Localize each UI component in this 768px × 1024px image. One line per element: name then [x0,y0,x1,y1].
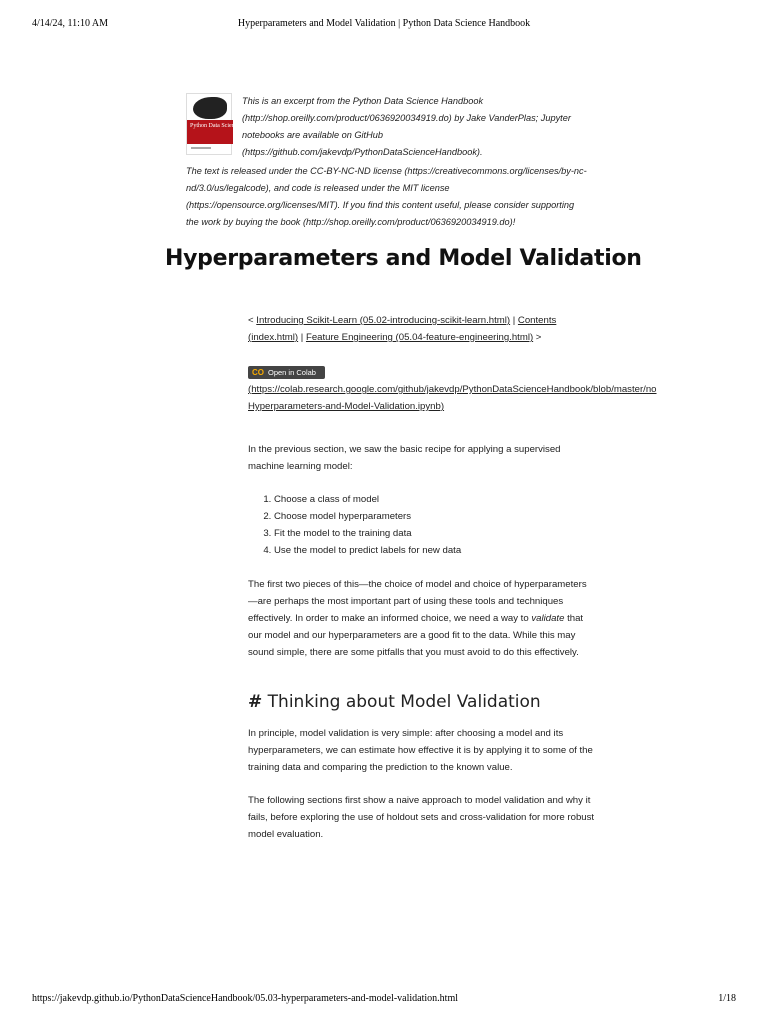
print-page-number: 1/18 [718,993,736,1004]
excerpt-intro-line[interactable]: (https://github.com/jakevdp/PythonDataScienceHandbook). [242,147,483,157]
print-page-title: Hyperparameters and Model Validation | Python Data Science Handbook [237,18,531,29]
print-url: https://jakevdp.github.io/PythonDataScienceHandbook/05.03-hyperparameters-and-model-validation.html [32,993,459,1004]
paragraph-text: The first two pieces of this—the choice of model and choice of hyperparameters —are perhaps the most important part of using these tools and techniques effectively. In order to make an informed choice, we need a way to [248,579,587,624]
list-item: 2. Choose model hyperparameters [274,508,678,525]
colab-link-block [248,364,678,415]
nav-open-bracket: < [248,315,257,326]
nav-contents-link-url[interactable]: (index.html) [248,332,299,343]
nav-separator: | [510,315,518,326]
license-line: The text is released under the CC-BY-NC-ND license (https://creativecommons.org/licenses/by-nc- [186,166,587,176]
book-cover-band [187,120,267,144]
list-item: 4. Use the model to predict labels for new data [274,542,678,559]
colab-button-label: Open in Colab [268,367,316,377]
book-cover-footer-line [191,147,211,149]
section-heading-text: Thinking about Model Validation [267,692,541,712]
page-title: Hyperparameters and Model Validation [165,246,642,271]
naive-approach-paragraph: The following sections first show a naive approach to model validation and why it fails, before exploring the use of holdout sets and cross-validation for more robust model evaluation. [248,795,595,840]
anchor-hash-link[interactable]: # [248,692,263,712]
section-heading [248,691,678,713]
book-cover-title: Python Data Science Handbook [190,123,267,129]
paragraph-text: that our model and our hyperparameters are a good fit to the data. While this may sound simple, there are some pitfalls that you must avoid to do this effectively. [248,613,584,658]
validate-emphasis: validate [531,613,565,624]
nav-close-bracket: > [533,332,542,343]
model-choice-paragraph [248,576,598,661]
license-line: nd/3.0/us/legalcode), and code is released under the MIT license [186,183,450,193]
book-cover-image [186,93,267,155]
nav-separator: | [298,332,306,343]
excerpt-intro-line: This is an excerpt from the Python Data Science Handbook [242,96,484,106]
excerpt-intro-line: notebooks are available on GitHub [242,130,383,140]
colab-logo-icon: CO [252,367,264,377]
article-body [248,312,678,859]
nav-next-link[interactable]: Feature Engineering (05.04-feature-engineering.html) [305,332,534,343]
chapter-navigation [248,312,678,346]
colab-url-link-continued[interactable]: Hyperparameters-and-Model-Validation.ipynb) [248,401,445,412]
validation-principle-paragraph: In principle, model validation is very simple: after choosing a model and its hyperparameters, we can estimate how effective it is by applying it to some of the training data and comparing the prediction to the known value. [248,728,593,773]
nav-contents-link[interactable]: Contents [517,315,557,326]
license-line: the work by buying the book (http://shop.oreilly.com/product/0636920034919.do)! [186,217,516,227]
open-in-colab-button[interactable] [248,366,325,379]
colab-url-link[interactable]: (https://colab.research.google.com/github/jakevdp/PythonDataScienceHandbook/blob/master/no [248,384,657,395]
list-item: 3. Fit the model to the training data [274,525,678,542]
list-item: 1. Choose a class of model [274,491,678,508]
nav-prev-link[interactable]: Introducing Scikit-Learn (05.02-introducing-scikit-learn.html) [256,315,511,326]
excerpt-intro-line[interactable]: (http://shop.oreilly.com/product/0636920034919.do) by Jake VanderPlas; Jupyter [242,113,571,123]
python-snake-illustration [193,97,227,119]
excerpt-license [186,161,596,231]
license-line: (https://opensource.org/licenses/MIT). If you find this content useful, please consider supporting [186,200,575,210]
intro-paragraph: In the previous section, we saw the basic recipe for applying a supervised machine learning model: [248,444,561,472]
recipe-steps-list [248,491,678,559]
excerpt-notice [186,93,596,231]
print-datetime: 4/14/24, 11:10 AM [32,18,109,29]
